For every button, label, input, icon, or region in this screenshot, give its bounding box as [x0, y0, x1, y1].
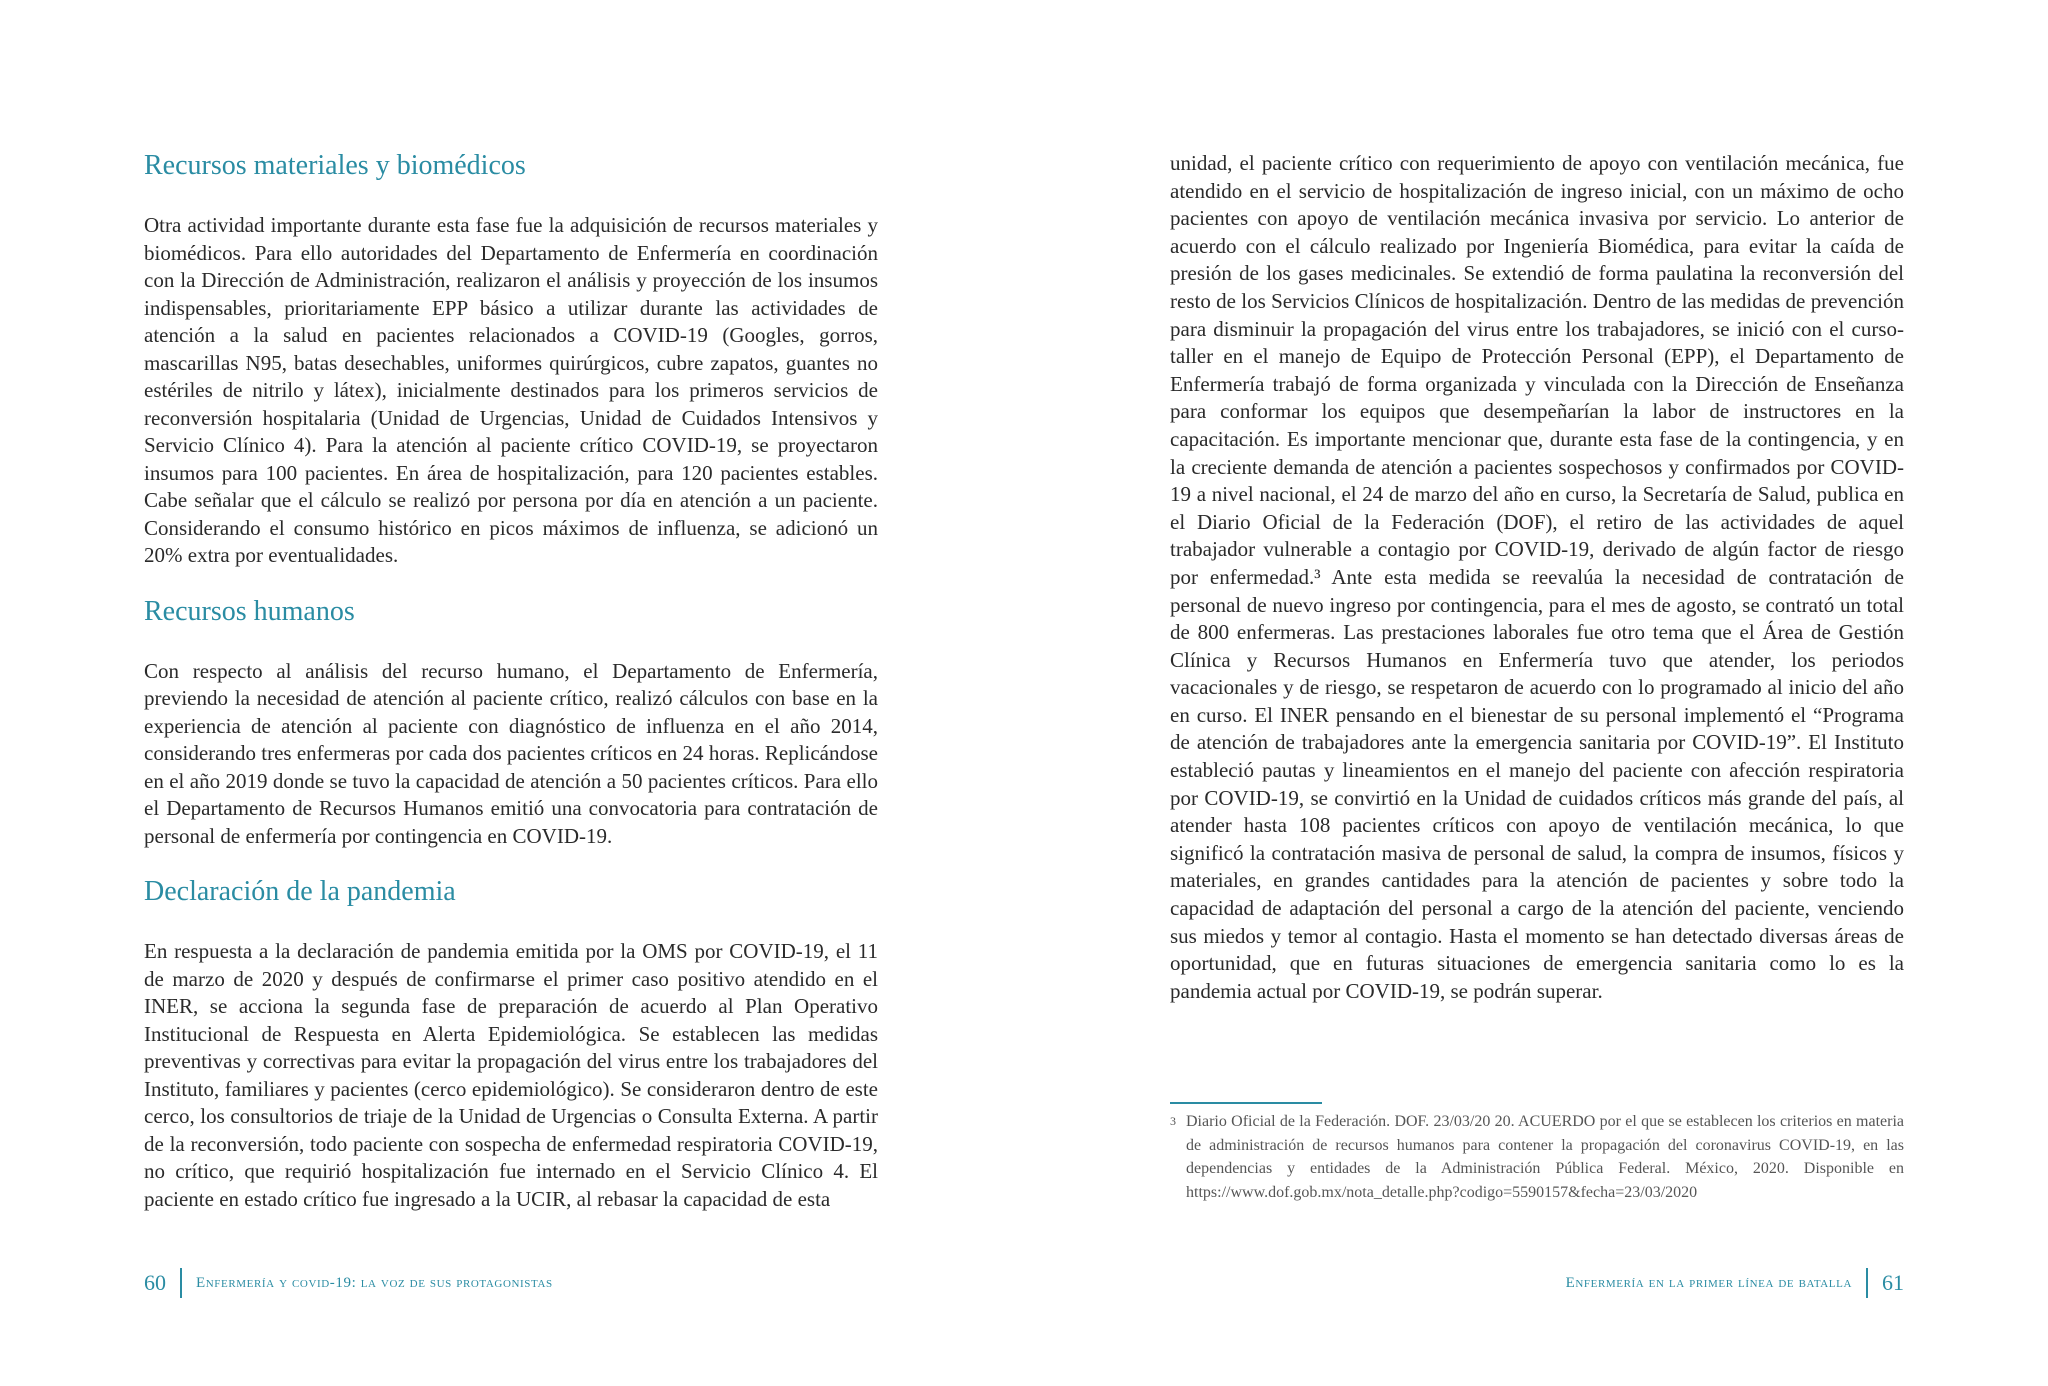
footnote — [1170, 1110, 1904, 1204]
left-column — [144, 140, 878, 1229]
page-number: 60 — [144, 1270, 166, 1295]
footnote-rule — [1170, 1102, 1322, 1104]
folio-divider — [1866, 1268, 1868, 1298]
folio-divider — [180, 1268, 182, 1298]
page-number: 61 — [1882, 1270, 1904, 1295]
section-heading-recursos-materiales: Recursos materiales y biomédicos — [144, 150, 526, 181]
right-folio — [1566, 1268, 1904, 1298]
section-heading-recursos-humanos: Recursos humanos — [144, 595, 355, 627]
section-body-recursos-materiales: Otra actividad importante durante esta fase fue la adquisición de recursos materiales y biomédicos. Para ello autoridades del Departamento de Enfermería en coordinación con la Dirección de Administración, realizaron el análisis y proyección de los insumos indispensables, prioritariamente EPP básico a utilizar durante las actividades de atención a la salud en pacientes relacionados a COVID-19 (Googles, gorros, mascarillas N95, batas desechables, uniformes quirúrgicos, cubre zapatos, guantes no estériles de nitrilo y látex), inicialmente destinados para los primeros servicios de reconversión hospitalaria (Unidad de Urgencias, Unidad de Cuidados Intensivos y Servicio Clínico 4). Para la atención al paciente crítico COVID-19, se proyectaron insumos para 100 pacientes. En área de hospitalización, para 120 pacientes estables. Cabe señalar que el cálculo se realizó por persona por día en atención a un paciente. Considerando el consumo histórico en picos máximos de influenza, se adicionó un 20% extra por eventualidades. — [144, 213, 878, 567]
continued-body: unidad, el paciente crítico con requerimiento de apoyo con ventilación mecánica, fue atendido en el servicio de hospitalización de ingreso inicial, con un máximo de ocho pacientes con apoyo de ventilación mecánica invasiva por servicio. Lo anterior de acuerdo con el cálculo realizado por Ingeniería Biomédica, para evitar la caída de presión de los gases medicinales. Se extendió de forma paulatina la reconversión del resto de los Servicios Clínicos de hospitalización. Dentro de las medidas de prevención para disminuir la propagación del virus entre los trabajadores, se inició con el curso-taller en el manejo de Equipo de Protección Personal (EPP), el Departamento de Enfermería trabajó de forma organizada y vinculada con la Dirección de Enseñanza para conformar los equipos que desempeñarían la labor de instructores en la capacitación. Es importante mencionar que, durante esta fase de la contingencia, y en la creciente demanda de atención a pacientes sospechosos y confirmados por COVID-19 a nivel nacional, el 24 de marzo del año en curso, la Secretaría de Salud, publica en el Diario Oficial de la Federación (DOF), el retiro de las actividades de aquel trabajador vulnerable a contagio por COVID-19, derivado de algún factor de riesgo por enfermedad.³ Ante esta medida se reevalúa la necesidad de contratación de personal de nuevo ingreso por contingencia, para el mes de agosto, se contrató un total de 800 enfermeras. Las prestaciones laborales fue otro tema que el Área de Gestión Clínica y Recursos Humanos en Enfermería tuvo que atender, los periodos vacacionales y de riesgo, se respetaron de acuerdo con lo programado al inicio del año en curso. El INER pensando en el bienestar de su personal implementó el “Programa de atención de trabajadores ante la emergencia sanitaria por COVID-19”. El Instituto estableció pautas y lineamientos en el manejo del paciente con afección respiratoria por COVID-19, se convirtió en la Unidad de cuidados críticos más grande del país, al atender hasta 108 pacientes críticos con apoyo de ventilación mecánica, lo que significó la contratación masiva de personal de salud, la compra de insumos, físicos y materiales, en grandes cantidades para la atención de pacientes y sobre todo la capacidad de adaptación del personal a cargo de la atención del paciente, venciendo sus miedos y temor al contagio. Hasta el momento se han detectado diversas áreas de oportunidad, que en futuras situaciones de emergencia sanitaria como lo es la pandemia actual por COVID-19, se podrán superar. — [1170, 151, 1904, 1003]
right-page — [1024, 0, 2048, 1386]
section-body-recursos-humanos: Con respecto al análisis del recurso humano, el Departamento de Enfermería, previendo la necesidad de atención al paciente crítico, realizó cálculos con base en la experiencia de atención al paciente con diagnóstico de influenza en el año 2014, considerando tres enfermeras por cada dos pacientes críticos en 24 horas. Replicándose en el año 2019 donde se tuvo la capacidad de atención a 50 pacientes críticos. Para ello el Departamento de Recursos Humanos emitió una convocatoria para contratación de personal de enfermería por contingencia en COVID-19. — [144, 658, 878, 848]
running-title: Enfermería en la primer línea de batalla — [1565, 1274, 1852, 1291]
section-heading-declaracion-pandemia: Declaración de la pandemia — [144, 876, 456, 907]
section-body-declaracion-pandemia: En respuesta a la declaración de pandemia emitida por la OMS por COVID-19, el 11 de marzo de 2020 y después de confirmarse el primer caso positivo atendido en el INER, se acciona la segunda fase de preparación de acuerdo al Plan Operativo Institucional de Respuesta en Alerta Epidemiológica. Se establecen las medidas preventivas y correctivas para evitar la propagación del virus entre los trabajadores del Instituto, familiares y pacientes (cerco epidemiológico). Se consideraron dentro de este cerco, los consultorios de triaje de la Unidad de Urgencias o Consulta Externa. A partir de la reconversión, todo paciente con sospecha de enfermedad respiratoria COVID-19, no crítico, que requirió hospitalización fue internado en el Servicio Clínico 4. El paciente en estado crítico fue ingresado a la UCIR, al rebasar la capacidad de esta — [144, 939, 878, 1211]
footnote-text: Diario Oficial de la Federación. DOF. 23/03/20 20. ACUERDO por el que se establecen los criterios en materia de administración de recursos humanos para contener la propagación del coronavirus COVID-19, en las dependencias y entidades de la Administración Pública Federal. México, 2020. Disponible en https://www.dof.gob.mx/nota_detalle.php?codigo=5590157&fecha=23/03/2020 — [1186, 1113, 1904, 1201]
left-folio — [144, 1268, 553, 1298]
running-title: Enfermería y covid-19: la voz de sus protagonistas — [196, 1274, 553, 1291]
footnote-marker: 3 — [1170, 1114, 1176, 1128]
right-column — [1170, 150, 1904, 1021]
